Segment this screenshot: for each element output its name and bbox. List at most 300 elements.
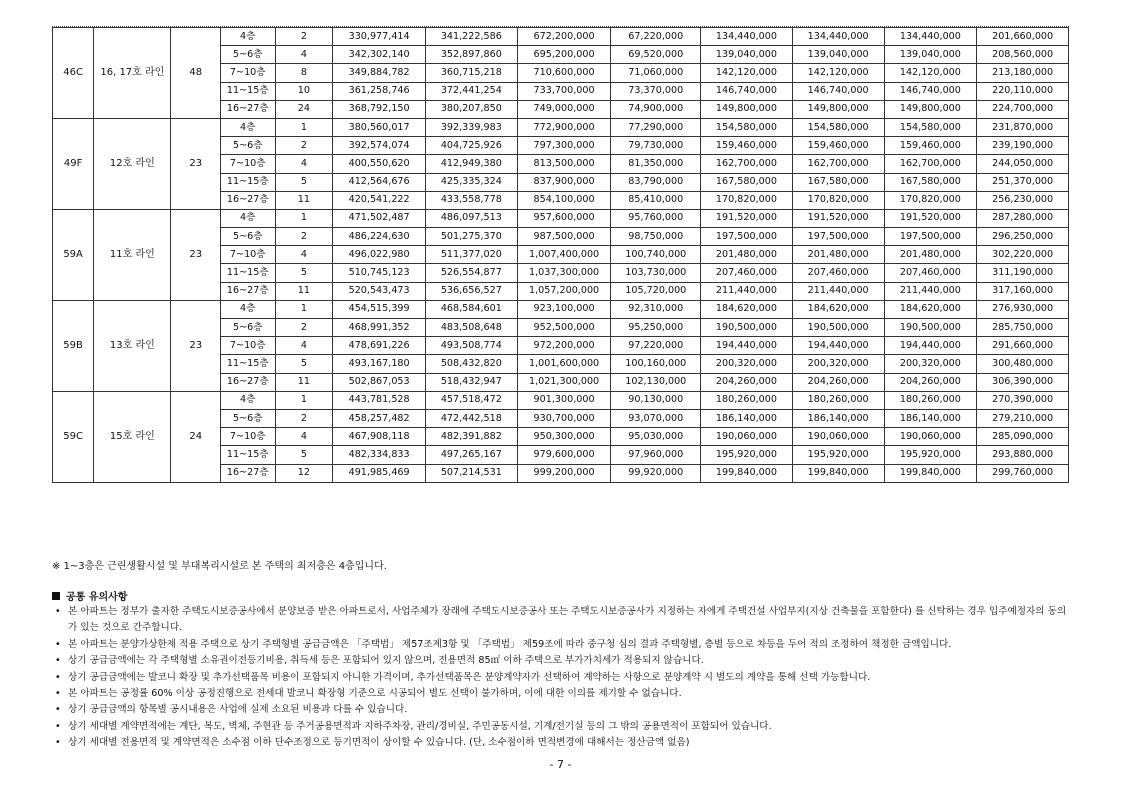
- floor-cell: 7~10층: [220, 64, 275, 82]
- floor-units-cell: 8: [275, 64, 333, 82]
- deposit-cell: 79,730,000: [611, 137, 701, 155]
- floor-units-cell: 2: [275, 409, 333, 427]
- total-price-cell: 930,700,000: [517, 409, 611, 427]
- installment-3-cell: 195,920,000: [884, 446, 977, 464]
- unit-count-cell: 48: [171, 28, 220, 119]
- floor-cell: 5~6층: [220, 319, 275, 337]
- land-cost-cell: 330,977,414: [333, 28, 426, 46]
- unit-line-cell: 16, 17호 라인: [94, 28, 171, 119]
- building-cost-cell: 404,725,926: [425, 137, 517, 155]
- installment-3-cell: 162,700,000: [884, 155, 977, 173]
- installment-1-cell: 195,920,000: [701, 446, 793, 464]
- floor-units-cell: 4: [275, 428, 333, 446]
- deposit-cell: 90,130,000: [611, 391, 701, 409]
- notice-text: 상기 공급금액의 항목별 공시내용은 사업에 실제 소요된 비용과 다를 수 있습니다.: [68, 704, 408, 716]
- notice-text: 상기 세대별 전용면적 및 계약면적은 소수점 이하 단수조정으로 등기면적이 상이할 수 있습니다. (단, 소수점이하 면적변경에 대해서는 정산금액 없음): [68, 737, 690, 749]
- installment-3-cell: 200,320,000: [884, 355, 977, 373]
- installment-2-cell: 211,440,000: [792, 282, 884, 300]
- notice-item: [52, 686, 1069, 702]
- floor-cell: 4층: [220, 300, 275, 318]
- floor-units-cell: 11: [275, 191, 333, 209]
- installment-2-cell: 190,060,000: [792, 428, 884, 446]
- table-row: [53, 209, 1069, 227]
- unit-line-cell: 13호 라인: [94, 300, 171, 391]
- deposit-cell: 73,370,000: [611, 82, 701, 100]
- floor-cell: 11~15층: [220, 355, 275, 373]
- installment-1-cell: 199,840,000: [701, 464, 793, 482]
- unit-count-cell: 23: [171, 209, 220, 300]
- square-bullet-icon: [52, 592, 60, 600]
- housing-type-cell: 46C: [53, 28, 94, 119]
- floor-units-cell: 5: [275, 173, 333, 191]
- balance-cell: 285,090,000: [977, 428, 1069, 446]
- installment-1-cell: 159,460,000: [701, 137, 793, 155]
- floor-units-cell: 5: [275, 355, 333, 373]
- deposit-cell: 100,740,000: [611, 246, 701, 264]
- balance-cell: 287,280,000: [977, 209, 1069, 227]
- building-cost-cell: 360,715,218: [425, 64, 517, 82]
- unit-line-cell: 12호 라인: [94, 118, 171, 209]
- deposit-cell: 74,900,000: [611, 100, 701, 118]
- unit-count-cell: 24: [171, 391, 220, 482]
- building-cost-cell: 468,584,601: [425, 300, 517, 318]
- balance-cell: 296,250,000: [977, 228, 1069, 246]
- installment-3-cell: 139,040,000: [884, 46, 977, 64]
- installment-2-cell: 194,440,000: [792, 337, 884, 355]
- installment-1-cell: 184,620,000: [701, 300, 793, 318]
- land-cost-cell: 392,574,074: [333, 137, 426, 155]
- installment-1-cell: 194,440,000: [701, 337, 793, 355]
- installment-3-cell: 170,820,000: [884, 191, 977, 209]
- installment-3-cell: 167,580,000: [884, 173, 977, 191]
- floor-cell: 11~15층: [220, 446, 275, 464]
- balance-cell: 213,180,000: [977, 64, 1069, 82]
- land-cost-cell: 368,792,150: [333, 100, 426, 118]
- installment-3-cell: 194,440,000: [884, 337, 977, 355]
- bullet-icon: •: [55, 720, 61, 732]
- total-price-cell: 972,200,000: [517, 337, 611, 355]
- deposit-cell: 67,220,000: [611, 28, 701, 46]
- bullet-icon: •: [55, 655, 61, 667]
- floor-units-cell: 4: [275, 155, 333, 173]
- installment-3-cell: 204,260,000: [884, 373, 977, 391]
- balance-cell: 276,930,000: [977, 300, 1069, 318]
- balance-cell: 239,190,000: [977, 137, 1069, 155]
- installment-1-cell: 186,140,000: [701, 409, 793, 427]
- building-cost-cell: 372,441,254: [425, 82, 517, 100]
- land-cost-cell: 502,867,053: [333, 373, 426, 391]
- building-cost-cell: 352,897,860: [425, 46, 517, 64]
- installment-2-cell: 190,500,000: [792, 319, 884, 337]
- installment-1-cell: 200,320,000: [701, 355, 793, 373]
- land-cost-cell: 493,167,180: [333, 355, 426, 373]
- building-cost-cell: 493,508,774: [425, 337, 517, 355]
- building-cost-cell: 392,339,983: [425, 118, 517, 136]
- total-price-cell: 695,200,000: [517, 46, 611, 64]
- notice-item: [52, 653, 1069, 669]
- installment-1-cell: 180,260,000: [701, 391, 793, 409]
- installment-2-cell: 207,460,000: [792, 264, 884, 282]
- balance-cell: 220,110,000: [977, 82, 1069, 100]
- building-cost-cell: 508,432,820: [425, 355, 517, 373]
- balance-cell: 293,880,000: [977, 446, 1069, 464]
- floor-units-cell: 2: [275, 228, 333, 246]
- deposit-cell: 93,070,000: [611, 409, 701, 427]
- installment-2-cell: 159,460,000: [792, 137, 884, 155]
- balance-cell: 299,760,000: [977, 464, 1069, 482]
- floor-units-cell: 11: [275, 373, 333, 391]
- notice-list: [52, 604, 1069, 752]
- installment-1-cell: 154,580,000: [701, 118, 793, 136]
- installment-3-cell: 207,460,000: [884, 264, 977, 282]
- land-cost-cell: 467,908,118: [333, 428, 426, 446]
- land-cost-cell: 491,985,469: [333, 464, 426, 482]
- common-notice-title: [52, 588, 127, 603]
- floor-units-cell: 2: [275, 137, 333, 155]
- installment-3-cell: 201,480,000: [884, 246, 977, 264]
- floor-cell: 7~10층: [220, 337, 275, 355]
- installment-1-cell: 134,440,000: [701, 28, 793, 46]
- floor-cell: 11~15층: [220, 173, 275, 191]
- housing-type-cell: 49F: [53, 118, 94, 209]
- installment-1-cell: 191,520,000: [701, 209, 793, 227]
- balance-cell: 231,870,000: [977, 118, 1069, 136]
- installment-1-cell: 201,480,000: [701, 246, 793, 264]
- installment-3-cell: 184,620,000: [884, 300, 977, 318]
- housing-type-cell: 59A: [53, 209, 94, 300]
- building-cost-cell: 341,222,586: [425, 28, 517, 46]
- floor-units-cell: 11: [275, 282, 333, 300]
- installment-2-cell: 154,580,000: [792, 118, 884, 136]
- bullet-icon: •: [55, 638, 61, 650]
- total-price-cell: 1,037,300,000: [517, 264, 611, 282]
- installment-1-cell: 190,500,000: [701, 319, 793, 337]
- notice-item: [52, 670, 1069, 686]
- total-price-cell: 733,700,000: [517, 82, 611, 100]
- land-cost-cell: 412,564,676: [333, 173, 426, 191]
- floor-cell: 4층: [220, 28, 275, 46]
- installment-2-cell: 201,480,000: [792, 246, 884, 264]
- total-price-cell: 1,021,300,000: [517, 373, 611, 391]
- floor-cell: 5~6층: [220, 228, 275, 246]
- deposit-cell: 103,730,000: [611, 264, 701, 282]
- installment-1-cell: 204,260,000: [701, 373, 793, 391]
- installment-1-cell: 190,060,000: [701, 428, 793, 446]
- building-cost-cell: 425,335,324: [425, 173, 517, 191]
- installment-3-cell: 159,460,000: [884, 137, 977, 155]
- land-cost-cell: 486,224,630: [333, 228, 426, 246]
- total-price-cell: 957,600,000: [517, 209, 611, 227]
- building-cost-cell: 472,442,518: [425, 409, 517, 427]
- bullet-icon: •: [55, 688, 61, 700]
- installment-2-cell: 180,260,000: [792, 391, 884, 409]
- notice-item: [52, 604, 1069, 637]
- notice-text: 상기 공급금액에는 각 주택형별 소유권이전등기비용, 취득세 등은 포함되어 있지 않으며, 전용면적 85㎡ 이하 주택으로 부가가치세가 적용되지 않습니다.: [68, 655, 704, 667]
- unit-count-cell: 23: [171, 118, 220, 209]
- installment-3-cell: 154,580,000: [884, 118, 977, 136]
- unit-line-cell: 15호 라인: [94, 391, 171, 482]
- total-price-cell: 672,200,000: [517, 28, 611, 46]
- deposit-cell: 92,310,000: [611, 300, 701, 318]
- installment-3-cell: 199,840,000: [884, 464, 977, 482]
- floor-cell: 16~27층: [220, 191, 275, 209]
- installment-3-cell: 190,060,000: [884, 428, 977, 446]
- land-cost-cell: 454,515,399: [333, 300, 426, 318]
- balance-cell: 291,660,000: [977, 337, 1069, 355]
- installment-1-cell: 142,120,000: [701, 64, 793, 82]
- total-price-cell: 999,200,000: [517, 464, 611, 482]
- bullet-icon: •: [55, 671, 61, 683]
- floor-units-cell: 24: [275, 100, 333, 118]
- unit-line-cell: 11호 라인: [94, 209, 171, 300]
- total-price-cell: 749,000,000: [517, 100, 611, 118]
- balance-cell: 302,220,000: [977, 246, 1069, 264]
- bullet-icon: •: [55, 737, 61, 749]
- deposit-cell: 99,920,000: [611, 464, 701, 482]
- installment-3-cell: 134,440,000: [884, 28, 977, 46]
- notice-text: 상기 세대별 계약면적에는 계단, 복도, 벽체, 주현관 등 주거공용면적과 지하주차장, 관리/경비실, 주민공동시설, 기계/전기실 등의 그 밖의 공용면적이 포함되어 있습니다.: [68, 720, 772, 732]
- building-cost-cell: 482,391,882: [425, 428, 517, 446]
- total-price-cell: 901,300,000: [517, 391, 611, 409]
- installment-2-cell: 167,580,000: [792, 173, 884, 191]
- land-cost-cell: 510,745,123: [333, 264, 426, 282]
- floor-cell: 16~27층: [220, 373, 275, 391]
- notice-text: 본 아파트는 분양가상한제 적용 주택으로 상기 주택형별 공급금액은 「주택법」 제57조제3항 및 「주택법」 제59조에 따라 중구청 심의 결과 주택형별, 층별 등으로 차등을 두어 적의 조정하여 책정한 금액입니다.: [68, 638, 952, 650]
- installment-2-cell: 149,800,000: [792, 100, 884, 118]
- total-price-cell: 837,900,000: [517, 173, 611, 191]
- notice-text: 상기 공급금액에는 발코니 확장 및 추가선택품목 비용이 포함되지 아니한 가격이며, 추가선택품목은 분양계약자가 선택하여 계약하는 사항으로 분양계약 시 별도의 계약을 통해 선택 가능합니다.: [68, 671, 871, 683]
- common-notice-title-text: 공통 유의사항: [66, 592, 128, 603]
- floor-cell: 4층: [220, 391, 275, 409]
- installment-1-cell: 146,740,000: [701, 82, 793, 100]
- installment-2-cell: 200,320,000: [792, 355, 884, 373]
- land-cost-cell: 361,258,746: [333, 82, 426, 100]
- balance-cell: 300,480,000: [977, 355, 1069, 373]
- total-price-cell: 1,007,400,000: [517, 246, 611, 264]
- deposit-cell: 95,760,000: [611, 209, 701, 227]
- land-cost-cell: 471,502,487: [333, 209, 426, 227]
- floor-cell: 5~6층: [220, 137, 275, 155]
- floor-cell: 5~6층: [220, 46, 275, 64]
- installment-2-cell: 195,920,000: [792, 446, 884, 464]
- housing-type-cell: 59C: [53, 391, 94, 482]
- bullet-icon: •: [55, 606, 61, 617]
- deposit-cell: 85,410,000: [611, 191, 701, 209]
- balance-cell: 270,390,000: [977, 391, 1069, 409]
- floor-cell: 7~10층: [220, 155, 275, 173]
- floor-cell: 7~10층: [220, 428, 275, 446]
- building-cost-cell: 518,432,947: [425, 373, 517, 391]
- deposit-cell: 97,220,000: [611, 337, 701, 355]
- installment-2-cell: 191,520,000: [792, 209, 884, 227]
- balance-cell: 224,700,000: [977, 100, 1069, 118]
- deposit-cell: 77,290,000: [611, 118, 701, 136]
- notice-text: 본 아파트는 정부가 출자한 주택도시보증공사에서 분양보증 받은 아파트로서, 사업주체가 장래에 주택도시보증공사 또는 주택도시보증공사가 지정하는 자에게 주택건설 사업부지(지상 건축물을 포함한다) 를 신탁하는 경우 입주예정자의 동의가 있는 것으로 간주합니다.: [68, 606, 1067, 634]
- balance-cell: 311,190,000: [977, 264, 1069, 282]
- installment-3-cell: 149,800,000: [884, 100, 977, 118]
- unit-count-cell: 23: [171, 300, 220, 391]
- floor-cell: 7~10층: [220, 246, 275, 264]
- installment-1-cell: 207,460,000: [701, 264, 793, 282]
- table-row: [53, 28, 1069, 46]
- floor-units-cell: 2: [275, 28, 333, 46]
- total-price-cell: 772,900,000: [517, 118, 611, 136]
- balance-cell: 279,210,000: [977, 409, 1069, 427]
- floor-cell: 11~15층: [220, 82, 275, 100]
- balance-cell: 251,370,000: [977, 173, 1069, 191]
- land-cost-cell: 482,334,833: [333, 446, 426, 464]
- building-cost-cell: 486,097,513: [425, 209, 517, 227]
- balance-cell: 244,050,000: [977, 155, 1069, 173]
- land-cost-cell: 400,550,620: [333, 155, 426, 173]
- installment-3-cell: 180,260,000: [884, 391, 977, 409]
- building-cost-cell: 501,275,370: [425, 228, 517, 246]
- floor-units-cell: 1: [275, 209, 333, 227]
- floor-cell: 4층: [220, 118, 275, 136]
- installment-1-cell: 167,580,000: [701, 173, 793, 191]
- installment-2-cell: 142,120,000: [792, 64, 884, 82]
- floor-units-cell: 10: [275, 82, 333, 100]
- installment-2-cell: 139,040,000: [792, 46, 884, 64]
- deposit-cell: 81,350,000: [611, 155, 701, 173]
- installment-2-cell: 162,700,000: [792, 155, 884, 173]
- building-cost-cell: 412,949,380: [425, 155, 517, 173]
- page-number: - 7 -: [549, 758, 572, 771]
- floor-cell: 4층: [220, 209, 275, 227]
- total-price-cell: 1,057,200,000: [517, 282, 611, 300]
- installment-1-cell: 162,700,000: [701, 155, 793, 173]
- installment-3-cell: 191,520,000: [884, 209, 977, 227]
- deposit-cell: 95,030,000: [611, 428, 701, 446]
- total-price-cell: 952,500,000: [517, 319, 611, 337]
- installment-2-cell: 199,840,000: [792, 464, 884, 482]
- balance-cell: 285,750,000: [977, 319, 1069, 337]
- total-price-cell: 797,300,000: [517, 137, 611, 155]
- installment-2-cell: 170,820,000: [792, 191, 884, 209]
- deposit-cell: 83,790,000: [611, 173, 701, 191]
- building-cost-cell: 433,558,778: [425, 191, 517, 209]
- housing-type-cell: 59B: [53, 300, 94, 391]
- table-row: [53, 118, 1069, 136]
- total-price-cell: 854,100,000: [517, 191, 611, 209]
- total-price-cell: 1,001,600,000: [517, 355, 611, 373]
- land-cost-cell: 478,691,226: [333, 337, 426, 355]
- floor-cell: 5~6층: [220, 409, 275, 427]
- deposit-cell: 102,130,000: [611, 373, 701, 391]
- deposit-cell: 100,160,000: [611, 355, 701, 373]
- notice-item: [52, 719, 1069, 735]
- building-cost-cell: 526,554,877: [425, 264, 517, 282]
- installment-1-cell: 170,820,000: [701, 191, 793, 209]
- floor-footnote: ※ 1~3층은 근린생활시설 및 부대복리시설로 본 주택의 최저층은 4층입니다.: [52, 561, 387, 572]
- supply-price-table: [52, 27, 1069, 483]
- bullet-icon: •: [55, 704, 61, 716]
- installment-2-cell: 134,440,000: [792, 28, 884, 46]
- balance-cell: 317,160,000: [977, 282, 1069, 300]
- installment-3-cell: 186,140,000: [884, 409, 977, 427]
- installment-3-cell: 211,440,000: [884, 282, 977, 300]
- deposit-cell: 97,960,000: [611, 446, 701, 464]
- deposit-cell: 105,720,000: [611, 282, 701, 300]
- land-cost-cell: 458,257,482: [333, 409, 426, 427]
- floor-cell: 16~27층: [220, 282, 275, 300]
- installment-2-cell: 184,620,000: [792, 300, 884, 318]
- building-cost-cell: 507,214,531: [425, 464, 517, 482]
- floor-units-cell: 2: [275, 319, 333, 337]
- installment-1-cell: 139,040,000: [701, 46, 793, 64]
- balance-cell: 306,390,000: [977, 373, 1069, 391]
- floor-units-cell: 5: [275, 264, 333, 282]
- installment-3-cell: 197,500,000: [884, 228, 977, 246]
- land-cost-cell: 520,543,473: [333, 282, 426, 300]
- total-price-cell: 987,500,000: [517, 228, 611, 246]
- notice-item: [52, 637, 1069, 653]
- land-cost-cell: 443,781,528: [333, 391, 426, 409]
- installment-3-cell: 146,740,000: [884, 82, 977, 100]
- land-cost-cell: 342,302,140: [333, 46, 426, 64]
- notice-text: 본 아파트는 공정률 60% 이상 공정진행으로 전세대 발코니 확장형 기준으로 시공되어 별도 선택이 불가하며, 이에 대한 이의를 제기할 수 없습니다.: [68, 688, 682, 700]
- total-price-cell: 813,500,000: [517, 155, 611, 173]
- floor-units-cell: 12: [275, 464, 333, 482]
- deposit-cell: 71,060,000: [611, 64, 701, 82]
- table-row: [53, 300, 1069, 318]
- installment-2-cell: 186,140,000: [792, 409, 884, 427]
- deposit-cell: 95,250,000: [611, 319, 701, 337]
- land-cost-cell: 349,884,782: [333, 64, 426, 82]
- table-row: [53, 391, 1069, 409]
- land-cost-cell: 380,560,017: [333, 118, 426, 136]
- building-cost-cell: 380,207,850: [425, 100, 517, 118]
- floor-units-cell: 4: [275, 337, 333, 355]
- installment-1-cell: 197,500,000: [701, 228, 793, 246]
- deposit-cell: 69,520,000: [611, 46, 701, 64]
- total-price-cell: 710,600,000: [517, 64, 611, 82]
- land-cost-cell: 496,022,980: [333, 246, 426, 264]
- building-cost-cell: 536,656,527: [425, 282, 517, 300]
- floor-cell: 16~27층: [220, 464, 275, 482]
- installment-2-cell: 197,500,000: [792, 228, 884, 246]
- total-price-cell: 979,600,000: [517, 446, 611, 464]
- total-price-cell: 950,300,000: [517, 428, 611, 446]
- floor-units-cell: 1: [275, 300, 333, 318]
- notice-item: [52, 735, 1069, 751]
- installment-1-cell: 211,440,000: [701, 282, 793, 300]
- building-cost-cell: 497,265,167: [425, 446, 517, 464]
- land-cost-cell: 420,541,222: [333, 191, 426, 209]
- balance-cell: 256,230,000: [977, 191, 1069, 209]
- floor-cell: 11~15층: [220, 264, 275, 282]
- land-cost-cell: 468,991,352: [333, 319, 426, 337]
- floor-units-cell: 5: [275, 446, 333, 464]
- installment-2-cell: 146,740,000: [792, 82, 884, 100]
- building-cost-cell: 483,508,648: [425, 319, 517, 337]
- balance-cell: 208,560,000: [977, 46, 1069, 64]
- balance-cell: 201,660,000: [977, 28, 1069, 46]
- deposit-cell: 98,750,000: [611, 228, 701, 246]
- total-price-cell: 923,100,000: [517, 300, 611, 318]
- installment-3-cell: 142,120,000: [884, 64, 977, 82]
- notice-item: [52, 702, 1069, 718]
- building-cost-cell: 457,518,472: [425, 391, 517, 409]
- floor-units-cell: 4: [275, 46, 333, 64]
- floor-units-cell: 1: [275, 391, 333, 409]
- installment-3-cell: 190,500,000: [884, 319, 977, 337]
- building-cost-cell: 511,377,020: [425, 246, 517, 264]
- floor-cell: 16~27층: [220, 100, 275, 118]
- installment-1-cell: 149,800,000: [701, 100, 793, 118]
- installment-2-cell: 204,260,000: [792, 373, 884, 391]
- floor-units-cell: 4: [275, 246, 333, 264]
